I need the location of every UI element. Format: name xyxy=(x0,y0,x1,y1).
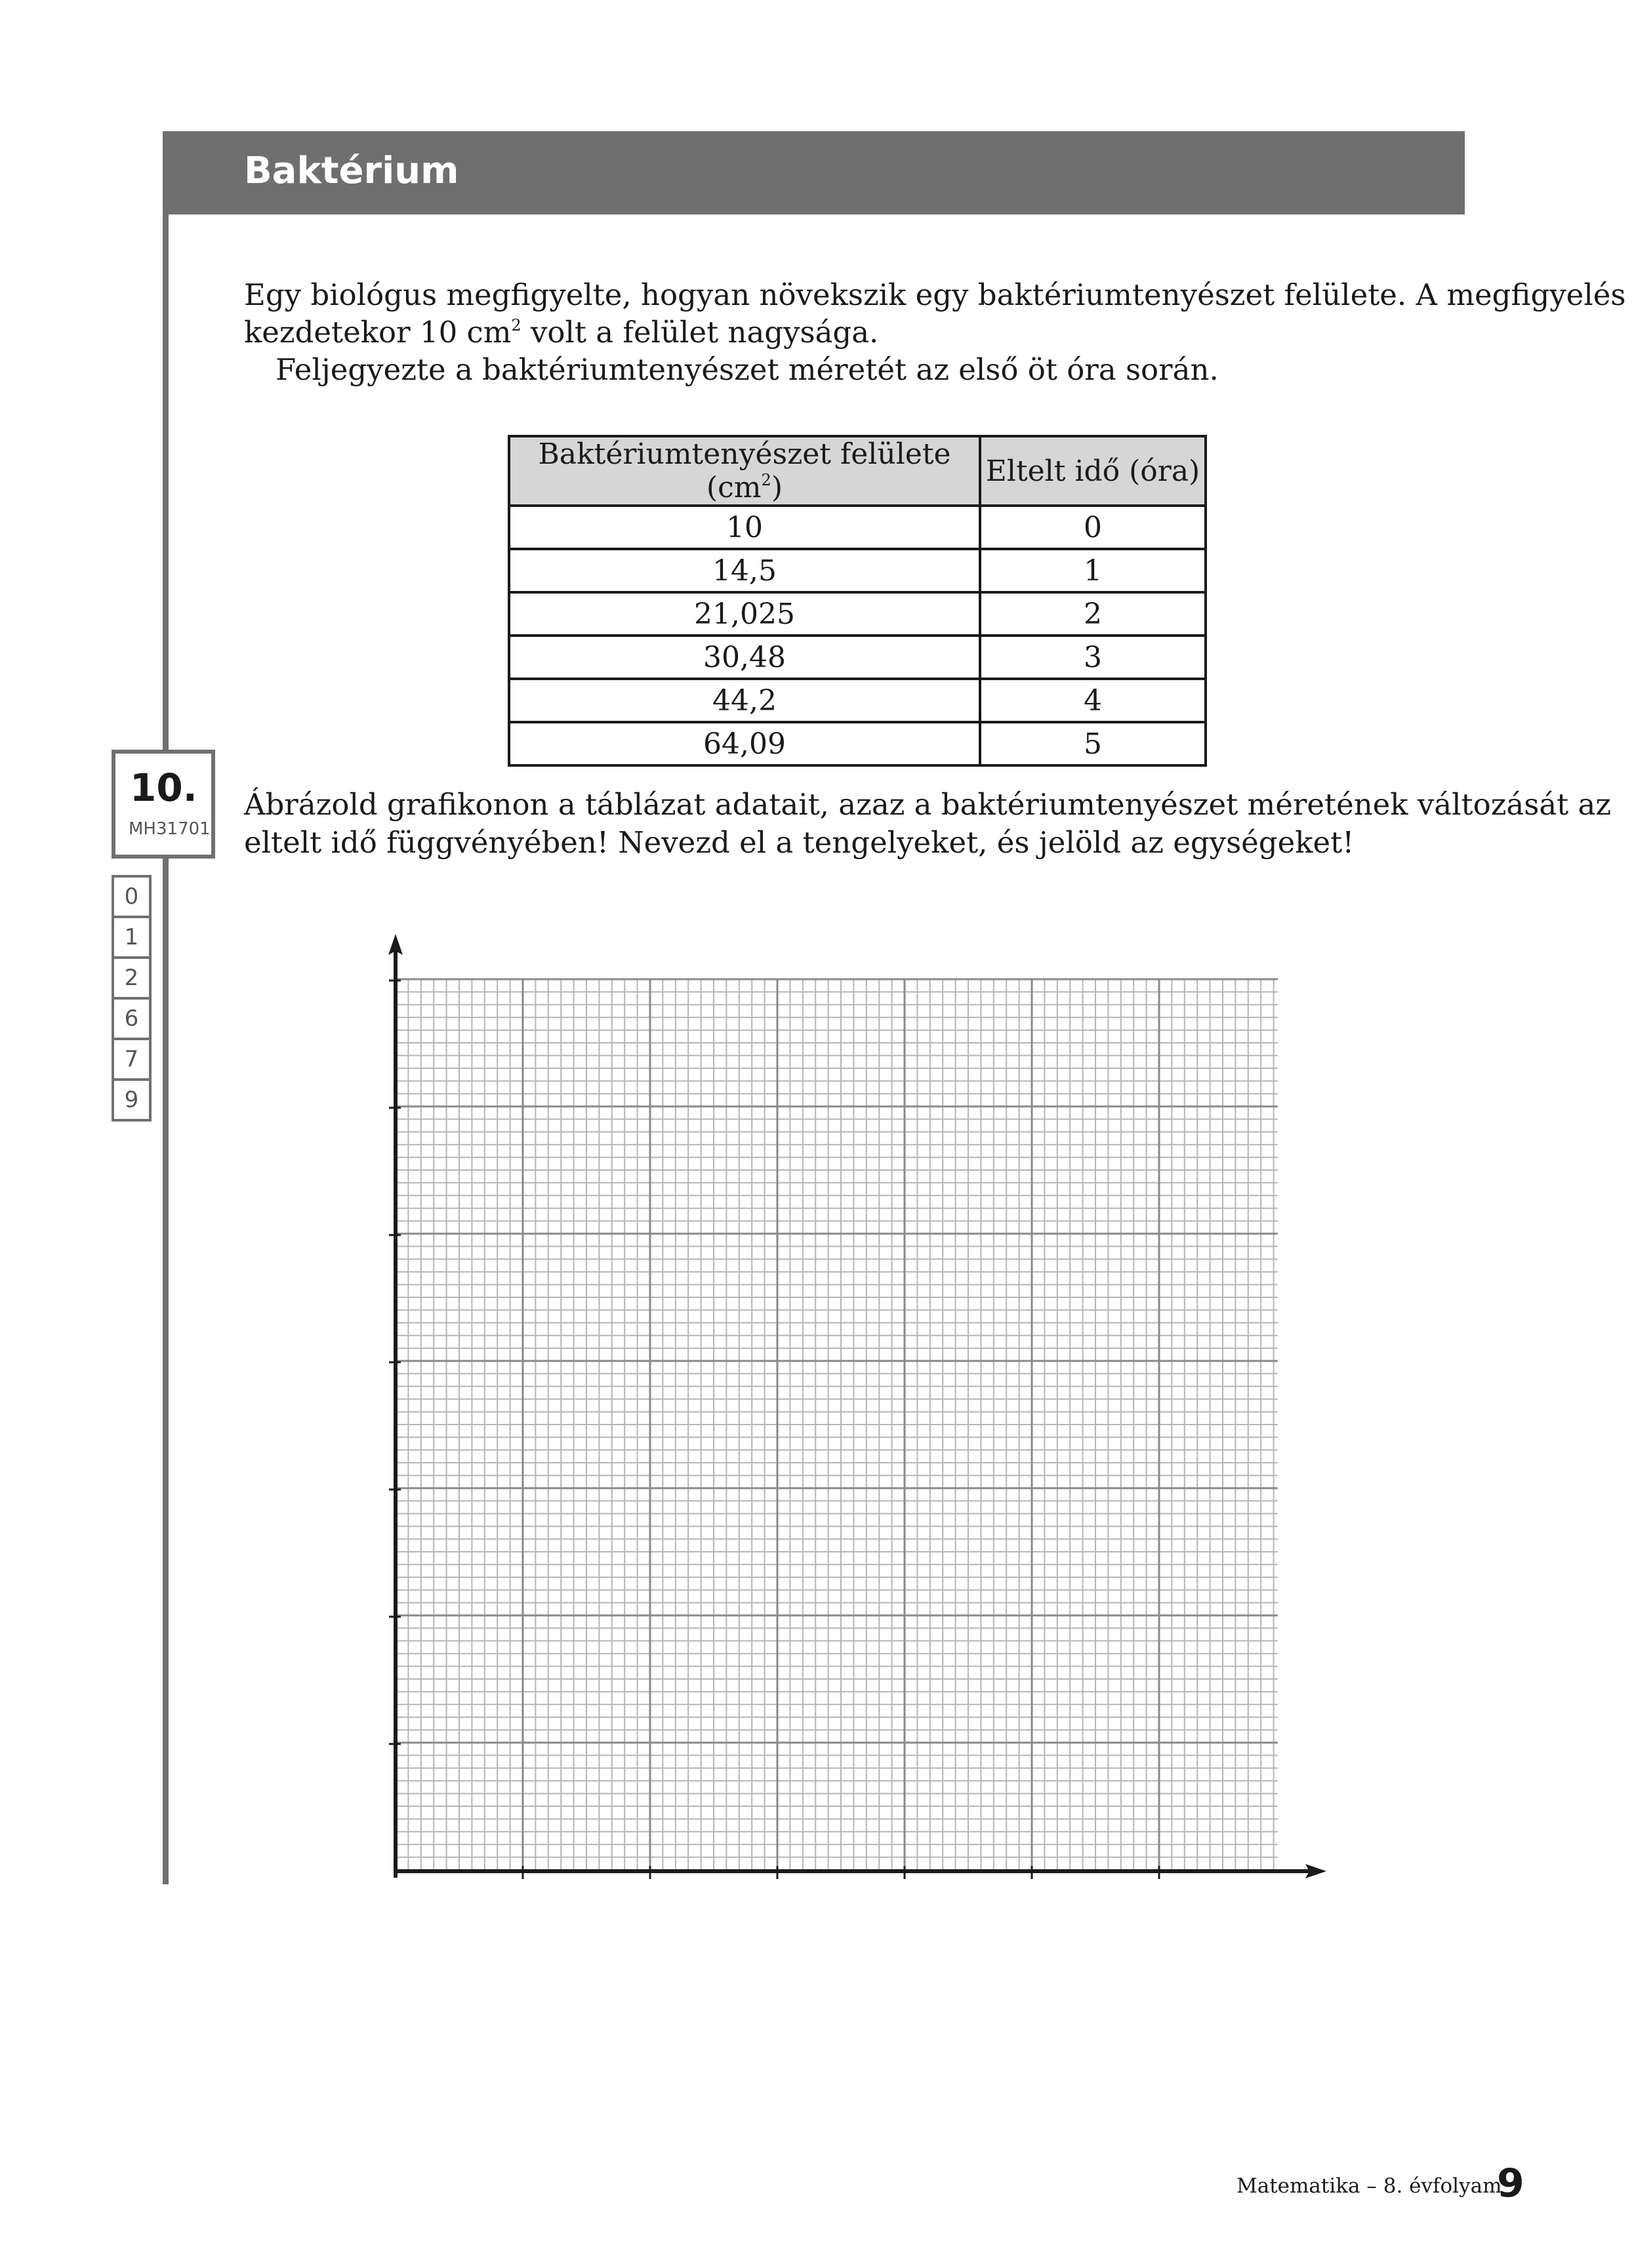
intro-line-1: Egy biológus megfigyelte, hogyan növekszik egy baktériumtenyészet felülete. A megfigyelés xyxy=(244,277,1626,312)
intro-superscript: 2 xyxy=(511,316,521,334)
area-cell: 30,48 xyxy=(509,636,980,679)
area-column-header: Baktériumtenyészet felülete $(cm^2)$ xyxy=(509,436,980,506)
grid-minor-lines xyxy=(396,979,1278,1871)
time-cell: 1 xyxy=(980,549,1206,592)
time-cell: 2 xyxy=(980,592,1206,636)
task-code: MH31701 xyxy=(129,819,211,839)
intro-line-3: Feljegyezte a baktériumtenyészet méretét az első öt óra során. xyxy=(276,352,1219,387)
intro-line-2-end: volt a felület nagysága. xyxy=(521,315,879,350)
footer-text: Matematika – 8. évfolyam xyxy=(1236,2174,1502,2198)
score-box[interactable]: 9 xyxy=(124,1087,139,1113)
area-cell: 21,025 xyxy=(509,592,980,636)
area-cell: 44,2 xyxy=(509,679,980,722)
area-cell: 10 xyxy=(509,506,980,549)
time-cell: 3 xyxy=(980,636,1206,679)
time-cell: 0 xyxy=(980,506,1206,549)
area-cell: 14,5 xyxy=(509,549,980,592)
score-box[interactable]: 2 xyxy=(114,959,149,1000)
time-column-header: Eltelt idő (óra) xyxy=(980,436,1206,506)
task-number: 10. xyxy=(130,765,197,810)
score-box[interactable]: 0 xyxy=(114,878,149,918)
section-title: Baktérium xyxy=(244,150,459,192)
time-cell: 4 xyxy=(980,679,1206,722)
task-line-2: eltelt idő függvényében! Nevezd el a tengelyeket, és jelöld az egységeket! xyxy=(244,825,1355,860)
intro-line-2-text: kezdetekor 10 cm xyxy=(244,315,512,350)
time-cell: 5 xyxy=(980,722,1206,765)
axes xyxy=(388,934,1326,1879)
score-box[interactable]: 1 xyxy=(114,918,149,959)
score-box[interactable]: 6 xyxy=(114,1000,149,1040)
score-box[interactable]: 7 xyxy=(114,1040,149,1081)
page-number: 9 xyxy=(1497,2160,1524,2206)
task-line-1: Ábrázold grafikonon a táblázat adatait, azaz a baktériumtenyészet méretének változását az xyxy=(244,787,1612,822)
area-cell: 64,09 xyxy=(509,722,980,765)
